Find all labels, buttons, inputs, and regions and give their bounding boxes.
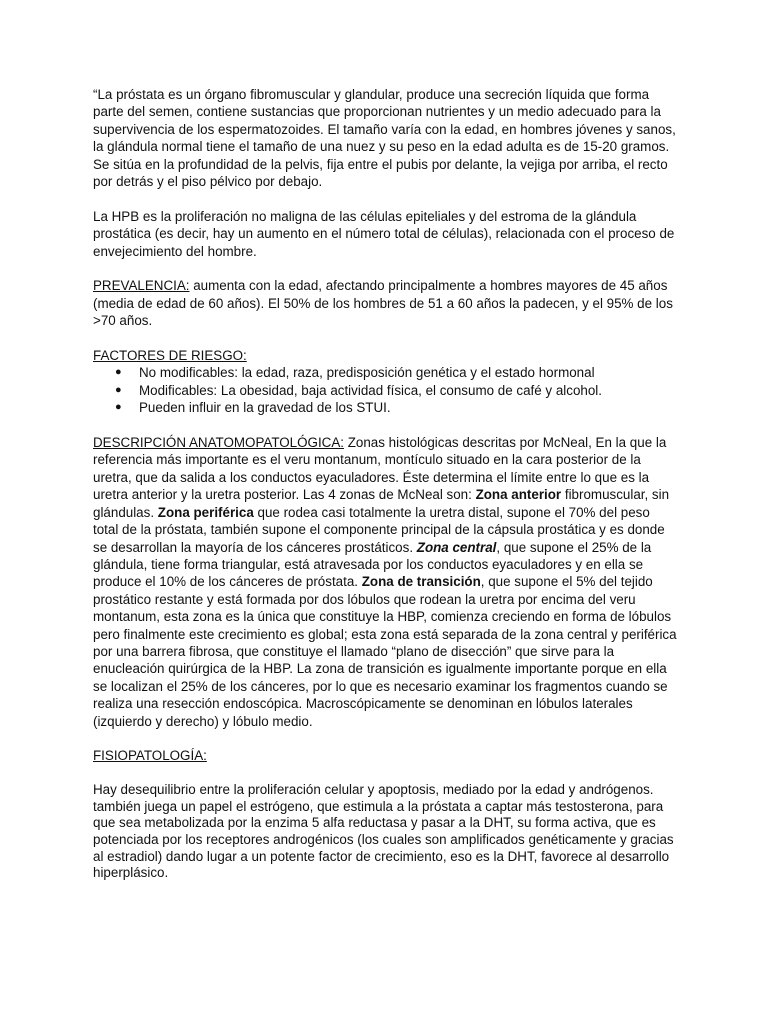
descripcion-heading: DESCRIPCIÓN ANATOMOPATOLÓGICA:: [93, 435, 344, 451]
descripcion-paragraph: [93, 434, 678, 730]
prevalencia-paragraph: [93, 277, 678, 329]
spacer: [93, 417, 678, 434]
descripcion-text: Zonas histológicas descritas por McNeal, En la que la referencia más importante es el veru montanum, montículo situado en la cara posterior de la uretra, que da salida a los conductos eyaculadores. Éste determina el límite entre lo que es la uretra anterior y la uretra posterior. Las 4 zonas de McNeal son:: [93, 435, 667, 503]
spacer: [93, 260, 678, 277]
descripcion-text: , que supone el 5% del tejido prostático restante y está formada por dos lóbulos que rodean la uretra por encima del veru montanum, esta zona es la única que constituye la HBP, comienza creciendo en forma de lóbulos pero finalmente este crecimiento es global; esta zona está separada de la zona central y periférica por una barrera fibrosa, que constituye el llamado “plano de disección” que sirve para la enucleación quirúrgica de la HBP. La zona de transición es igualmente importante porque en ella se localizan el 25% de los cánceres, por lo que es necesario examinar los fragmentos cuando se realiza una resección endoscópica. Macroscópicamente se denominan en lóbulos laterales (izquierdo y derecho) y lóbulo medio.: [93, 574, 677, 729]
spacer: [93, 330, 678, 347]
zona-central-term: Zona central: [416, 539, 497, 555]
factores-list: [93, 364, 678, 416]
document-page: [93, 86, 678, 882]
list-item: ● Pueden influir en la gravedad de los STUI.: [93, 399, 678, 416]
spacer: [93, 730, 678, 747]
descripcion-text: fibromuscular, sin glándulas.: [93, 487, 670, 520]
prevalencia-text: aumenta con la edad, afectando principalmente a hombres mayores de 45 años (media de edad de 60 años). El 50% de los hombres de 51 a 60 años la padecen, y el 95% de los >70 años.: [93, 278, 673, 329]
fisiopatologia-heading: FISIOPATOLOGÍA:: [93, 748, 207, 764]
fisiopatologia-paragraph: Hay desequilibrio entre la proliferación celular y apoptosis, mediado por la edad y andrógenos. también juega un papel el estrógeno, que estimula a la próstata a captar más testosterona, para que sea metabolizada por la enzima 5 alfa reductasa y pasar a la DHT, su forma activa, que es potenciada por los receptores androgénicos (los cuales son amplificados genéticamente y gracias al estradiol) dando lugar a un potente factor de crecimiento, eso es la DHT, favorece al desarrollo hiperplásico.: [93, 782, 674, 881]
descripcion-text: , que supone el 25% de la glándula, tiene forma triangular, está atravesada por los conductos eyaculadores y en ella se produce el 10% de los cánceres de próstata.: [93, 539, 652, 590]
hpb-paragraph: La HPB es la proliferación no maligna de las células epiteliales y del estroma de la glándula prostática (es decir, hay un aumento en el número total de células), relacionada con el proceso de envejecimiento del hombre.: [93, 208, 675, 259]
list-item: ● No modificables: la edad, raza, predisposición genética y el estado hormonal: [93, 364, 678, 381]
spacer: [93, 190, 678, 207]
intro-paragraph: “La próstata es un órgano fibromuscular y glandular, produce una secreción líquida que forma parte del semen, contiene sustancias que proporcionan nutrientes y un medio adecuado para la supervivencia de los espermatozoides. El tamaño varía con la edad, en hombres jóvenes y sanos, la glándula normal tiene el tamaño de una nuez y su peso en la edad adulta es de 15-20 gramos. Se sitúa en la profundidad de la pelvis, fija entre el pubis por delante, la vejiga por arriba, el recto por detrás y el piso pélvico por debajo.: [93, 87, 676, 190]
factores-heading: FACTORES DE RIESGO:: [93, 348, 247, 364]
list-item: ● Modificables: La obesidad, baja actividad física, el consumo de café y alcohol.: [93, 382, 678, 399]
spacer: [93, 765, 678, 782]
descripcion-text: que rodea casi totalmente la uretra distal, supone el 70% del peso total de la próstata, también supone el componente principal de la cápsula prostática y es donde se desarrollan la mayoría de los cánceres prostáticos.: [93, 504, 665, 555]
zona-transicion-term: Zona de transición: [361, 574, 481, 590]
zona-periferica-term: Zona periférica: [157, 504, 254, 520]
prevalencia-heading: PREVALENCIA:: [93, 278, 190, 294]
zona-anterior-term: Zona anterior: [475, 487, 562, 503]
